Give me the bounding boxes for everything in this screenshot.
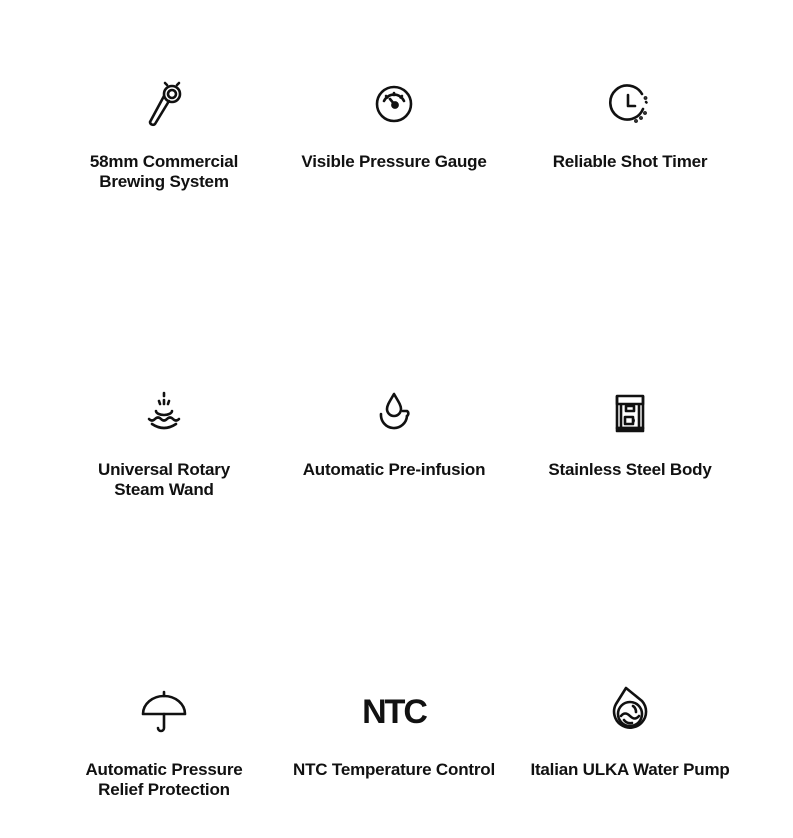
portafilter-icon (136, 76, 192, 132)
feature-item-steam-wand (44, 384, 284, 500)
feature-label-line: Steam Wand (114, 480, 214, 499)
feature-label-line: Visible Pressure Gauge (301, 152, 487, 171)
umbrella-icon (136, 684, 192, 740)
feature-label-line: Universal Rotary (98, 460, 230, 479)
water-drop-cup-icon (366, 384, 422, 440)
feature-item-pre-infusion (274, 384, 514, 480)
feature-label (98, 460, 230, 500)
feature-label (530, 760, 729, 780)
feature-item-shot-timer (510, 76, 750, 172)
feature-item-stainless-body (510, 384, 750, 480)
feature-label (548, 460, 711, 480)
feature-label-line: 58mm Commercial (89, 152, 239, 171)
feature-label (90, 152, 238, 192)
feature-item-ntc-control (274, 684, 514, 780)
feature-label (553, 152, 708, 172)
steam-wand-icon (136, 384, 192, 440)
feature-label (303, 460, 486, 480)
feature-label (85, 760, 242, 800)
water-pump-icon (602, 684, 658, 740)
feature-label-line: NTC Temperature Control (293, 760, 495, 779)
feature-label-line: Relief Protection (98, 780, 230, 799)
pressure-gauge-icon (366, 76, 422, 132)
feature-label (293, 760, 495, 780)
feature-label-line: Brewing System (99, 172, 229, 191)
feature-label-line: Automatic Pre-infusion (302, 460, 486, 479)
feature-label-line: Automatic Pressure (85, 760, 243, 779)
feature-item-pressure-relief (44, 684, 284, 800)
ntc-icon-text: NTC (362, 693, 426, 731)
feature-item-brewing-system (44, 76, 284, 192)
feature-item-pressure-gauge (274, 76, 514, 172)
feature-label (301, 152, 486, 172)
timer-icon (602, 76, 658, 132)
ntc-icon (362, 684, 426, 740)
feature-item-water-pump (510, 684, 750, 780)
espresso-machine-icon (602, 384, 658, 440)
feature-label-line: Stainless Steel Body (548, 460, 712, 479)
feature-label-line: Italian ULKA Water Pump (530, 760, 730, 779)
feature-label-line: Reliable Shot Timer (552, 152, 708, 171)
